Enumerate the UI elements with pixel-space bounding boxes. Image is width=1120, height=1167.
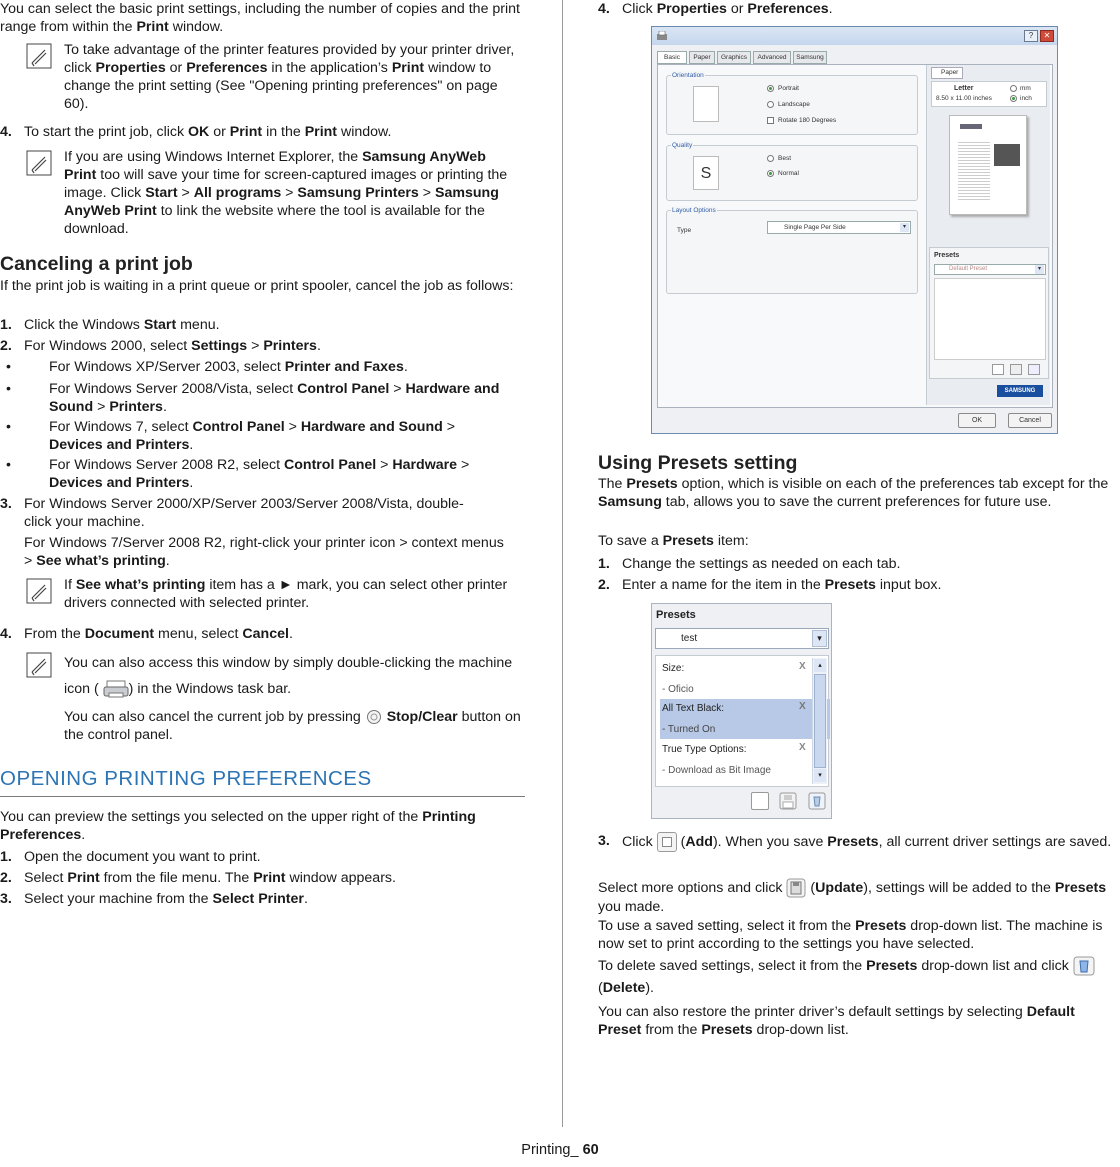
- bullet-2008r2: • For Windows Server 2008 R2, select Control Panel > Hardware > Devices and Printers.: [6, 457, 470, 491]
- note-stop-clear-text: You can also cancel the current job by pressing Stop/Clear button on the control panel.: [64, 709, 521, 743]
- ok-button[interactable]: OK: [958, 413, 996, 428]
- cancel-step-1: 1. Click the Windows Start menu.: [0, 317, 220, 333]
- chevron-down-icon: ▾: [812, 630, 827, 647]
- bullet-win7: • For Windows 7, select Control Panel > Hardware and Sound > Devices and Printers.: [6, 419, 456, 453]
- inch-radio[interactable]: [1010, 95, 1017, 102]
- cancel-step-3: 3. For Windows Server 2000/XP/Server 2003/Server 2008/Vista, double-click your machine.: [0, 496, 464, 530]
- save-icon[interactable]: [779, 792, 797, 810]
- presets-heading: Using Presets setting: [598, 452, 798, 474]
- remove-icon[interactable]: X: [799, 701, 806, 712]
- cancel-heading: Canceling a print job: [0, 253, 193, 275]
- tab-basic[interactable]: Basic: [657, 51, 687, 64]
- preview-text-lines: [958, 140, 990, 200]
- restore-paragraph: You can also restore the printer driver’s default settings by selecting Default Preset from the Presets drop-down list.: [598, 1004, 1075, 1038]
- update-icon: [786, 878, 806, 898]
- preview-image: [994, 144, 1020, 166]
- help-button[interactable]: ?: [1024, 30, 1038, 42]
- layout-options-group: Layout Options Type Single Page Per Side ▾: [666, 210, 918, 294]
- column-divider: [562, 0, 563, 1127]
- best-radio[interactable]: [767, 155, 774, 162]
- open-step-2: 2. Select Print from the file menu. The Print window appears.: [0, 870, 396, 886]
- cancel-step-4: 4. From the Document menu, select Cancel.: [0, 626, 293, 642]
- dialog-body: [657, 64, 1053, 408]
- cancel-step-3-win7: For Windows 7/Server 2008 R2, right-click your printer icon > context menus > See what’s printing.: [24, 535, 504, 569]
- preset-item-text-black-value: - Turned On: [660, 719, 830, 739]
- presets-scrollbar[interactable]: [812, 658, 827, 784]
- section-intro: You can preview the settings you selected on the upper right of the Printing Preferences.: [0, 809, 476, 843]
- update-paragraph: Select more options and click (Update), settings will be added to the Presets you made.: [598, 879, 1107, 915]
- mm-radio[interactable]: [1010, 85, 1017, 92]
- note-pencil-icon: [26, 150, 52, 176]
- presets-list: [934, 278, 1046, 360]
- section-title: OPENING PRINTING PREFERENCES: [0, 767, 525, 797]
- samsung-logo: SAMSUNG: [997, 385, 1043, 397]
- presets-items-list: [655, 655, 829, 787]
- open-step-3: 3. Select your machine from the Select Printer.: [0, 891, 308, 907]
- delete-preset-icon[interactable]: [1028, 364, 1040, 375]
- orientation-group: Orientation Portrait Landscape Rotate 180 Degrees: [666, 75, 918, 135]
- note-anyweb-text: If you are using Windows Internet Explorer, the Samsung AnyWeb Print too will save your time for screen-captured images or printing the image. Click Start > All programs > Samsung Printers > Samsung AnyWeb Print to link the website where the tool is available for the download.: [64, 149, 508, 237]
- note-see-whats-printing: [25, 576, 515, 612]
- to-save-line: To save a Presets item:: [598, 533, 749, 549]
- scroll-thumb[interactable]: [814, 674, 826, 768]
- quality-group: Quality S Best Normal: [666, 145, 918, 201]
- save-step-2: 2. Enter a name for the item in the Presets input box.: [598, 577, 942, 593]
- orientation-preview: [693, 86, 719, 122]
- preset-item-size-value: - Oficio: [662, 684, 694, 695]
- page-preview: [949, 115, 1027, 215]
- default-preset-select[interactable]: Default Preset ▾: [934, 264, 1046, 275]
- add-preset-icon[interactable]: [992, 364, 1004, 375]
- note-anyweb: [25, 148, 520, 238]
- open-step-1: 1. Open the document you want to print.: [0, 849, 261, 865]
- portrait-radio[interactable]: [767, 85, 774, 92]
- add-preset-button[interactable]: [751, 792, 769, 810]
- close-button[interactable]: ✕: [1040, 30, 1054, 42]
- note-properties: [25, 41, 525, 113]
- preview-pane: [926, 65, 1050, 405]
- preset-item-text-black[interactable]: All Text Black: X: [660, 699, 830, 719]
- page-footer: [0, 1141, 1120, 1159]
- remove-icon[interactable]: X: [799, 742, 806, 753]
- page-number: 60: [582, 1142, 599, 1158]
- delete-setting-paragraph: To delete saved settings, select it from the Presets drop-down list and click (Delete).: [598, 955, 1120, 999]
- preset-item-truetype[interactable]: True Type Options: X: [662, 742, 806, 755]
- tab-advanced[interactable]: Advanced: [753, 51, 791, 64]
- delete-icon: [1073, 956, 1095, 976]
- paper-size-info: Letter 8.50 x 11.00 inches mm inch: [931, 81, 1047, 107]
- note-machine-icon: [25, 650, 525, 744]
- presets-group: Presets Default Preset ▾: [929, 247, 1049, 379]
- chevron-down-icon: ▾: [900, 223, 909, 232]
- presets-input[interactable]: test ▾: [655, 628, 829, 649]
- printer-icon: [103, 679, 129, 699]
- presets-intro: The Presets option, which is visible on each of the preferences tab except for the Samsung tab, allows you to save the current preferences for future use.: [598, 476, 1109, 510]
- note-pencil-icon: [26, 652, 52, 678]
- save-step-3: 3. Click (Add). When you save Presets, all current driver settings are saved.: [598, 832, 1120, 852]
- note-properties-text: To take advantage of the printer features provided by your printer driver, click Properties or Preferences in the application’s Print window to change the print setting (See "Opening printing preferences" on page 60).: [64, 42, 515, 112]
- normal-radio[interactable]: [767, 170, 774, 177]
- footer-label: Printing_: [521, 1142, 579, 1158]
- presets-panel-title: Presets: [656, 609, 696, 621]
- preset-item-size[interactable]: Size: X: [662, 661, 806, 674]
- preview-logo: [960, 124, 982, 129]
- add-icon: [657, 832, 677, 852]
- bullet-xp: • For Windows XP/Server 2003, select Printer and Faxes.: [6, 359, 408, 375]
- scroll-down-icon[interactable]: ▾: [814, 769, 826, 782]
- landscape-radio[interactable]: [767, 101, 774, 108]
- printing-preferences-dialog: [651, 26, 1058, 434]
- tab-paper[interactable]: Paper: [689, 51, 715, 64]
- step-print-job: 4. To start the print job, click OK or Print in the Print window.: [0, 124, 392, 140]
- step-click-properties: 4. Click Properties or Preferences.: [598, 1, 833, 17]
- tab-graphics[interactable]: Graphics: [717, 51, 751, 64]
- quality-preview: S: [693, 156, 719, 190]
- note-see-whats-printing-text: If See what’s printing item has a ► mark, you can select other printer drivers connected with selected printer.: [64, 577, 508, 611]
- cancel-button[interactable]: Cancel: [1008, 413, 1052, 428]
- scroll-up-icon[interactable]: ▴: [814, 659, 826, 672]
- remove-icon[interactable]: X: [799, 661, 806, 672]
- bullet-vista: • For Windows Server 2008/Vista, select Control Panel > Hardware and Sound > Printers.: [6, 381, 500, 415]
- layout-type-select[interactable]: Single Page Per Side ▾: [767, 221, 911, 234]
- presets-panel: [651, 603, 832, 819]
- paper-preview-tab[interactable]: Paper: [931, 67, 963, 79]
- cancel-intro: If the print job is waiting in a print queue or print spooler, cancel the job as follows:: [0, 278, 514, 294]
- rotate-checkbox[interactable]: [767, 117, 774, 124]
- save-step-1: 1. Change the settings as needed on each tab.: [598, 556, 901, 572]
- use-setting-paragraph: To use a saved setting, select it from the Presets drop-down list. The machine is now set to print according to the settings you have selected.: [598, 918, 1103, 952]
- delete-icon[interactable]: [808, 792, 826, 810]
- note-pencil-icon: [26, 43, 52, 69]
- cancel-step-2: 2. For Windows 2000, select Settings > Printers.: [0, 338, 321, 354]
- preset-item-truetype-value: - Download as Bit Image: [662, 765, 771, 776]
- intro-paragraph: You can select the basic print settings, including the number of copies and the print range from within the Print window.: [0, 1, 521, 35]
- tab-samsung[interactable]: Samsung: [793, 51, 827, 64]
- stop-clear-icon: [365, 709, 383, 725]
- printer-app-icon: [656, 31, 668, 41]
- chevron-down-icon: ▾: [1035, 265, 1044, 274]
- dialog-titlebar: [652, 27, 1057, 45]
- save-preset-icon[interactable]: [1010, 364, 1022, 375]
- note-pencil-icon: [26, 578, 52, 604]
- note-machine-icon-text: You can also access this window by simply double-clicking the machine icon ( ) in the Windows task bar.: [64, 650, 525, 702]
